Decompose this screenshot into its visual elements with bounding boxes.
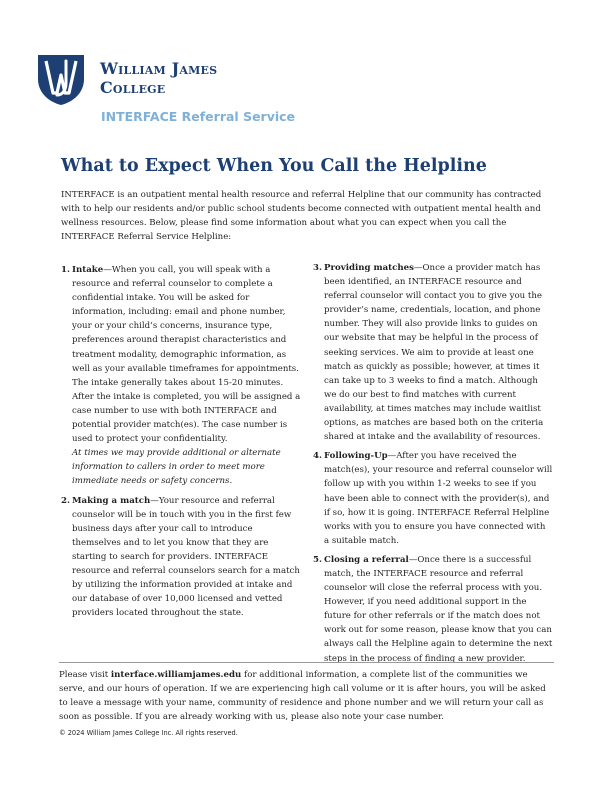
college-name-line1: William James [100, 59, 218, 78]
page-title: What to Expect When You Call the Helpline [61, 156, 487, 176]
step-text: —After you have received the match(es), your resource and referral counselor will follow up with you within 1-2 weeks to see if you have been able to connect with the provider(s), and if so, how it is going. INTERFACE Referral Helpline works with you to ensure you have connected with a suitable match. [324, 451, 553, 546]
website-link[interactable]: interface.williamjames.edu [110, 670, 242, 680]
step-heading: Making a match [72, 495, 151, 506]
college-name [100, 59, 217, 97]
step-note: At times we may provide additional or alternate information to callers in order to meet more immediate needs or safety concerns. [72, 448, 281, 487]
footer-prefix: Please visit [59, 670, 111, 680]
service-name: INTERFACE Referral Service [101, 109, 296, 124]
steps-column-left [61, 263, 301, 625]
footer-paragraph [59, 668, 556, 724]
copyright-notice: © 2024 William James College Inc. All rights reserved. [59, 729, 238, 737]
college-name-line2: College [100, 78, 166, 97]
step-heading: Providing matches [324, 263, 414, 273]
step-number: 2. [61, 495, 70, 506]
step-intake [61, 263, 301, 489]
footer-suffix: for additional information, a complete list of the communities we serve, and our hours of operation. If we are experiencing high call volume or it is after hours, you will be asked to leave a message with your name, community of residence and phone number and we will return your call as soon as possible. If you are already working with us, please also note your case number. [59, 670, 546, 723]
step-number: 3. [313, 263, 322, 273]
step-text: —When you call, you will speak with a resource and referral counselor to complete a confidential intake. You will be asked for information, including: email and phone number, your or your child’s concerns, insurance type, preferences around therapist characteristics and treatment modality, demographic information, as well as your available timeframes for appointments. The intake generally takes about 15-20 minutes. After the intake is completed, you will be assigned a case number to use with both INTERFACE and potential provider match(es). The case number is used to protect your confidentiality. [72, 265, 301, 445]
steps-column-right [313, 261, 553, 671]
step-number: 4. [313, 451, 322, 462]
step-closing-a-referral [313, 553, 553, 666]
step-text: —Once a provider match has been identified, an INTERFACE resource and referral counselor will contact you to give you the provider’s name, credentials, location, and phone number. They will also provide links to guides on our website that may be helpful in the process of seeking services. We aim to provide at least one match as quickly as possible; however, at times it can take up to 3 weeks to find a match. Although we do our best to find matches with current availability, at times matches may include waitlist options, as matches are based both on the criteria shared at intake and the availability of resources. [324, 263, 544, 443]
footer-divider [59, 662, 554, 663]
william-james-college-logo-icon [36, 53, 86, 106]
step-heading: Following-Up [324, 451, 388, 462]
step-following-up [313, 449, 553, 548]
step-providing-matches [313, 261, 553, 444]
step-heading: Intake [72, 265, 104, 275]
step-heading: Closing a referral [324, 554, 409, 565]
step-number: 5. [313, 554, 322, 565]
intro-paragraph: INTERFACE is an outpatient mental health resource and referral Helpline that our community has contracted with to help our residents and/or public school students become connected with outpatient mental health and wellness resources. Below, please find some information about what you can expect when you call the INTERFACE Referral Service Helpline: [61, 190, 542, 243]
step-making-a-match [61, 494, 301, 621]
step-number: 1. [61, 265, 70, 275]
step-text: —Once there is a successful match, the INTERFACE resource and referral counselor will close the referral process with you. However, if you need additional support in the future for other referrals or if the match does not work out for some reason, please know that you can always call the Helpline again to determine the next steps in the process of finding a new provider. [324, 554, 553, 664]
step-text: —Your resource and referral counselor will be in touch with you in the first few business days after your call to introduce themselves and to let you know that they are starting to search for providers. INTERFACE resource and referral counselors search for a match by utilizing the information provided at intake and our database of over 10,000 licensed and vetted providers located throughout the state. [72, 495, 300, 619]
